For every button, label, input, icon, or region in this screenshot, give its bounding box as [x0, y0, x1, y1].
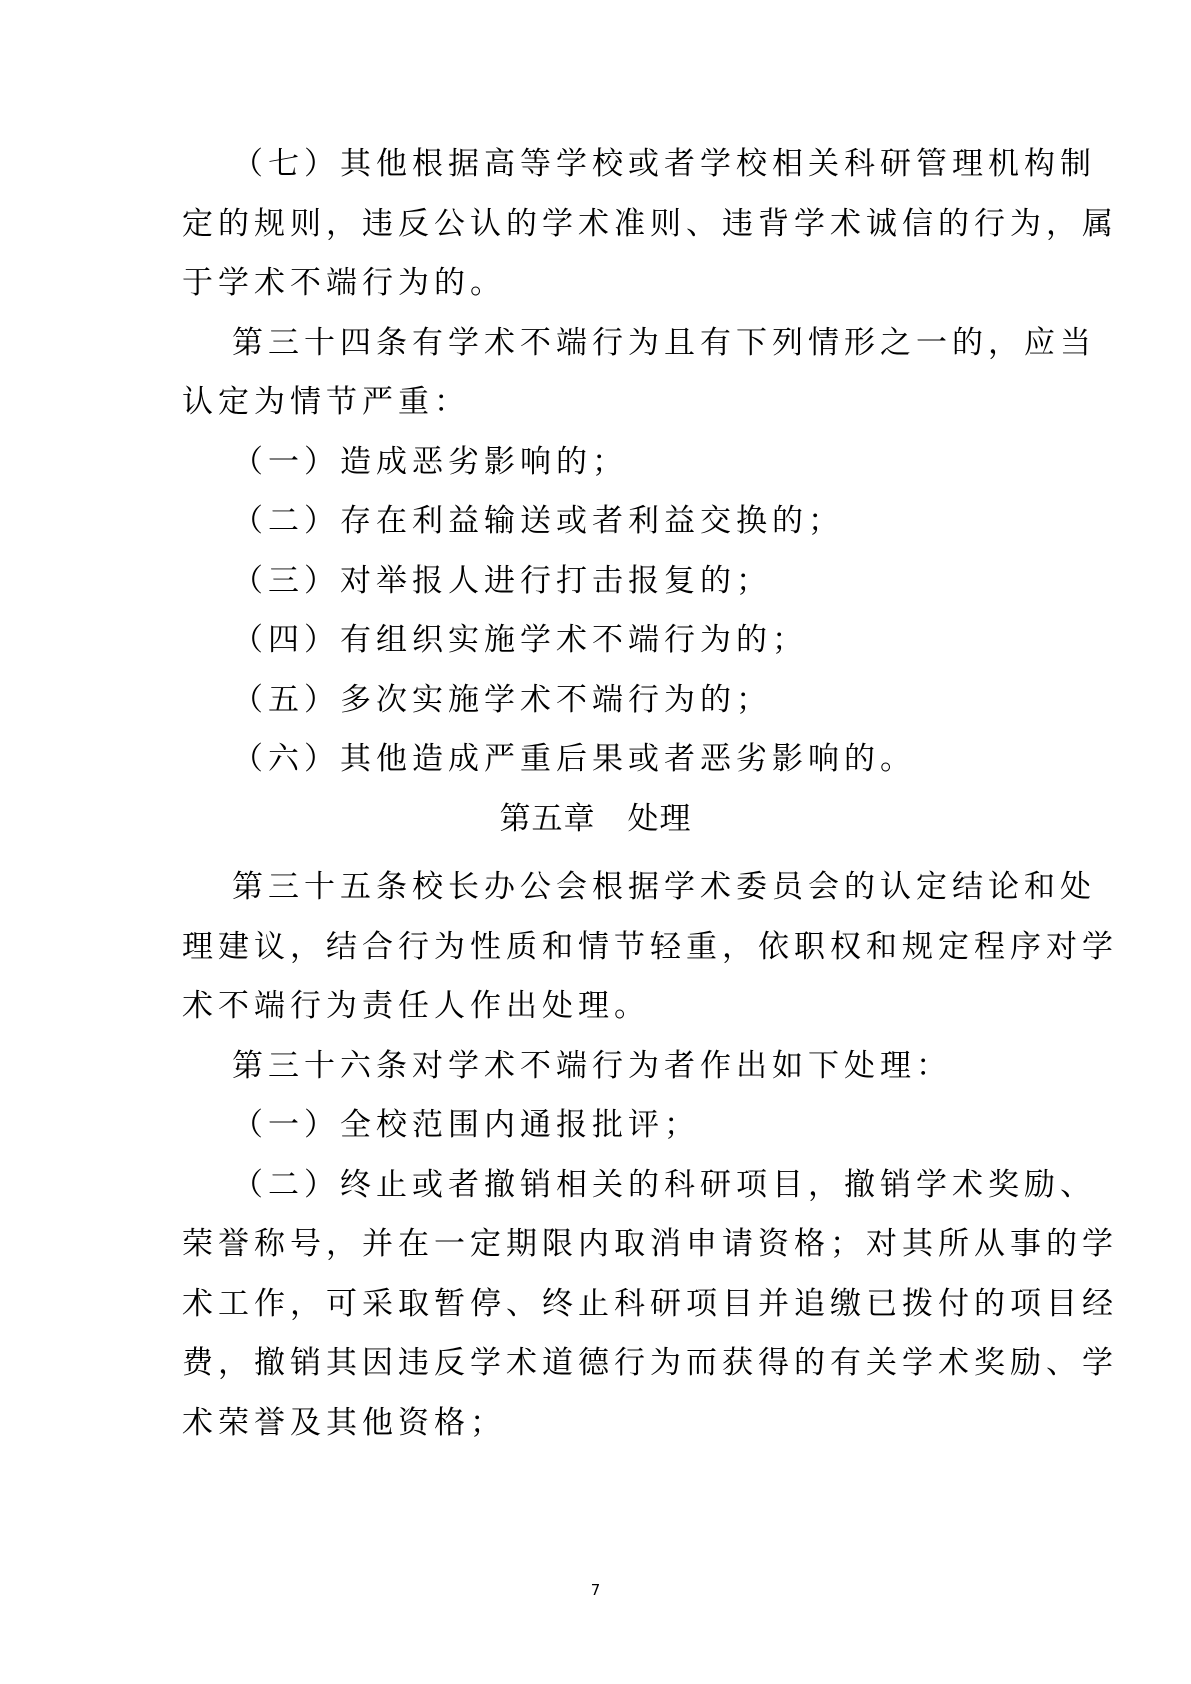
- paragraph-line: 费，撤销其因违反学术道德行为而获得的有关学术奖励、学: [182, 1345, 1118, 1381]
- list-item: （一）全校范围内通报批评；: [232, 1107, 700, 1143]
- paragraph-line: 术荣誉及其他资格；: [182, 1405, 506, 1441]
- paragraph-line: 于学术不端行为的。: [182, 265, 506, 301]
- paragraph-line: 理建议，结合行为性质和情节轻重，依职权和规定程序对学: [182, 929, 1118, 965]
- list-item: （六）其他造成严重后果或者恶劣影响的。: [232, 741, 916, 777]
- paragraph-line: 术不端行为责任人作出处理。: [182, 988, 650, 1024]
- list-item: （二）存在利益输送或者利益交换的；: [232, 503, 844, 539]
- list-item: （四）有组织实施学术不端行为的；: [232, 622, 808, 658]
- list-item: （一）造成恶劣影响的；: [232, 444, 628, 480]
- chapter-heading: 第五章 处理: [499, 801, 692, 837]
- paragraph-line: 第三十五条校长办公会根据学术委员会的认定结论和处: [232, 869, 1096, 905]
- paragraph-line: 认定为情节严重：: [182, 384, 470, 420]
- paragraph-line: 荣誉称号，并在一定期限内取消申请资格；对其所从事的学: [182, 1226, 1118, 1262]
- paragraph-line: 第三十六条对学术不端行为者作出如下处理：: [232, 1048, 952, 1084]
- page-number: 7: [590, 1581, 601, 1599]
- paragraph-line: （七）其他根据高等学校或者学校相关科研管理机构制: [232, 146, 1096, 182]
- list-item: （三）对举报人进行打击报复的；: [232, 563, 772, 599]
- paragraph-line: 术工作，可采取暂停、终止科研项目并追缴已拨付的项目经: [182, 1286, 1118, 1322]
- list-item: （二）终止或者撤销相关的科研项目，撤销学术奖励、: [232, 1167, 1096, 1203]
- list-item: （五）多次实施学术不端行为的；: [232, 682, 772, 718]
- paragraph-line: 第三十四条有学术不端行为且有下列情形之一的，应当: [232, 325, 1096, 361]
- paragraph-line: 定的规则，违反公认的学术准则、违背学术诚信的行为，属: [182, 206, 1118, 242]
